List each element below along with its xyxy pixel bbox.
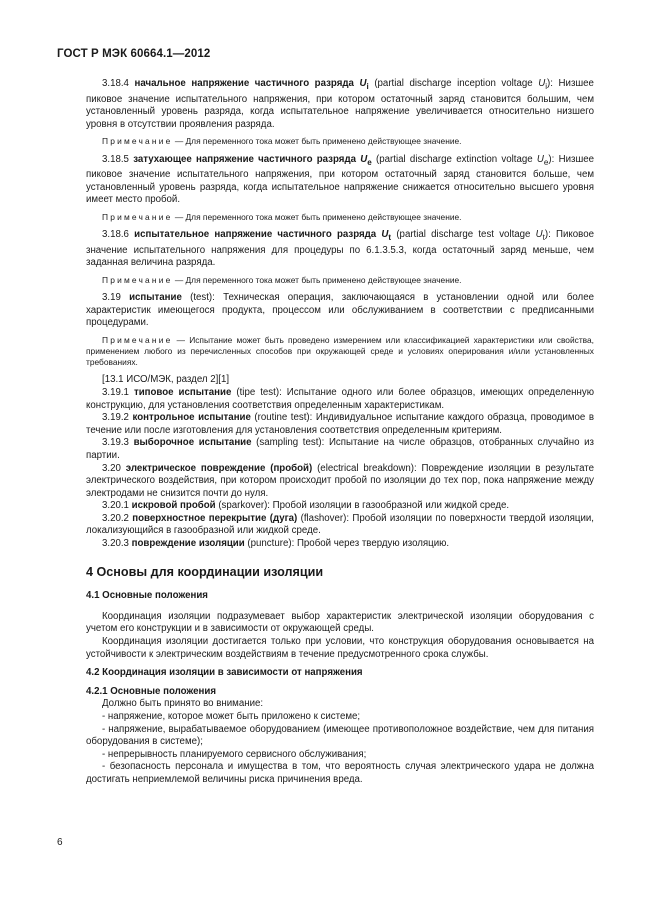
list-item: - непрерывность планируемого сервисного обслуживания; bbox=[102, 748, 367, 760]
document-header: ГОСТ Р МЭК 60664.1—2012 bbox=[57, 48, 211, 60]
clause-text: Пиковое значение испытательного напряжения для процедуры по 6.1.3.5.3, когда остаточный заряд меньше, чем заданная величина разряда. bbox=[86, 229, 594, 269]
clause-3-19-2 bbox=[86, 412, 594, 437]
clause-text: Низшее пиковое значение испытательного напряжения, при котором остаточный заряд становится больше, чем установленный уровень разряда, когда испытательное напряжение снижается относительно высшего уровня имеет место пробой. bbox=[86, 153, 595, 206]
clause-text: (puncture): Пробой через твердую изоляцию. bbox=[247, 538, 450, 550]
symbol: U bbox=[360, 153, 368, 165]
clause-term: искровой пробой bbox=[131, 500, 216, 512]
english-term: (partial discharge inception voltage bbox=[374, 78, 533, 89]
symbol-subscript: i bbox=[366, 81, 369, 91]
clause-3-20 bbox=[86, 463, 594, 501]
symbol: U bbox=[535, 229, 543, 241]
clause-number: 3.19 bbox=[102, 291, 121, 303]
list-item: - напряжение, вырабатываемое оборудованием (имеющее противоположное воздействие, чем для питания оборудования в системе); bbox=[86, 723, 594, 748]
note bbox=[86, 335, 594, 369]
clause-term: испытательное напряжение частичного разряда bbox=[134, 229, 377, 241]
clause-number: 3.20.2 bbox=[102, 512, 129, 524]
subsection-4-1-heading: 4.1 Основные положения bbox=[86, 590, 208, 602]
clause-text: (sparkover): Пробой изоляции в газообразной или жидкой среде. bbox=[218, 500, 510, 512]
clause-term: поверхностное перекрытие (дуга) bbox=[132, 512, 298, 524]
clause-3-20-3 bbox=[86, 538, 594, 551]
clause-text: (test): Техническая операция, заключающаяся в установлении одной или более характеристик имеющегося продукта, процессом или обслуживанием в соответствии с предписанными процедурами. bbox=[86, 291, 594, 329]
note bbox=[86, 212, 594, 223]
note-label: Примечание bbox=[102, 211, 173, 222]
symbol-subscript: i bbox=[545, 81, 548, 91]
subsection-4-2-heading: 4.2 Координация изоляции в зависимости от напряжения bbox=[86, 667, 363, 679]
note-text: — Испытание может быть проведено измерением или классификацией характеристики или свойства, применением любого из перечисленных способов при окружающей среде и условиях оперирования и/или установленных требованиях. bbox=[86, 334, 595, 368]
clause-term: выборочное испытание bbox=[133, 437, 252, 449]
clause-term: типовое испытание bbox=[133, 386, 232, 398]
english-term: (partial discharge extinction voltage bbox=[376, 153, 533, 165]
symbol-subscript: t bbox=[388, 232, 392, 242]
clause-number: 3.18.6 bbox=[102, 229, 129, 241]
note-text: — Для переменного тока может быть применено действующее значение. bbox=[174, 274, 462, 285]
clause-text: (sampling test): Испытание на числе образцов, отобранных случайно из партии. bbox=[86, 437, 594, 461]
symbol: U bbox=[536, 153, 544, 165]
clause-3-19-3 bbox=[86, 437, 594, 462]
note-label: Примечание bbox=[102, 136, 173, 147]
clause-text: (routine test): Индивидуальное испытание каждого образца, проводимое в течение или после изготовления для установления соответствия определенным критериям. bbox=[86, 412, 594, 436]
clause-term: электрическое повреждение (пробой) bbox=[125, 462, 313, 474]
clause-3-19-1 bbox=[86, 387, 594, 412]
symbol: U bbox=[538, 78, 546, 89]
note-text: — Для переменного тока может быть применено действующее значение. bbox=[174, 136, 462, 147]
clause-number: 3.20.1 bbox=[102, 500, 129, 512]
clause-number: 3.18.5 bbox=[102, 153, 129, 165]
page-number: 6 bbox=[57, 837, 63, 848]
punctuation: ): bbox=[548, 153, 555, 165]
clause-3-18-4 bbox=[86, 78, 594, 131]
list-item: - безопасность персонала и имущества в том, что вероятность случая электрического удара не должна достигать неприемлемой величины риска причинения вреда. bbox=[86, 761, 594, 785]
clause-text: Низшее пиковое значение испытательного напряжения, при котором остаточный заряд становится большим, чем установленный уровень разряда, когда испытательное напряжение увеличивается относительно низшего уровня в отсутствии проявления разряда. bbox=[86, 78, 594, 130]
note-text: — Для переменного тока может быть применено действующее значение. bbox=[174, 211, 462, 222]
clause-number: 3.19.2 bbox=[102, 412, 129, 424]
clause-term: затухающее напряжение частичного разряда bbox=[133, 153, 356, 165]
clause-term: повреждение изоляции bbox=[131, 538, 245, 550]
clause-text: (flashover): Пробой изоляции по поверхности твердой изоляции, локализующийся в газообразной или жидкой среде. bbox=[86, 512, 594, 537]
section-4-heading: 4 Основы для координации изоляции bbox=[86, 564, 324, 579]
clause-term: испытание bbox=[129, 291, 182, 303]
document-body bbox=[86, 78, 594, 787]
note-label: Примечание bbox=[102, 334, 173, 345]
clause-term: контрольное испытание bbox=[132, 412, 251, 424]
clause-3-20-2 bbox=[86, 513, 594, 538]
clause-term: начальное напряжение частичного разряда bbox=[134, 78, 354, 89]
note bbox=[86, 275, 594, 286]
clause-3-20-1 bbox=[86, 500, 594, 513]
note bbox=[86, 136, 594, 147]
english-term: (partial discharge test voltage bbox=[396, 229, 531, 241]
clause-text: (electrical breakdown): Повреждение изоляции в результате электрического воздействия, при котором происходит пробой по изоляции до тех пор, пока напряжение между электродами не снизится почти до нуля. bbox=[86, 462, 594, 499]
list-item: - напряжение, которое может быть приложено к системе; bbox=[102, 711, 361, 722]
clause-number: 3.19.1 bbox=[102, 386, 129, 398]
clause-number: 3.20 bbox=[102, 462, 121, 474]
symbol-subscript: e bbox=[543, 157, 549, 167]
clause-number: 3.18.4 bbox=[102, 78, 129, 89]
note-label: Примечание bbox=[102, 274, 173, 285]
punctuation: ): bbox=[547, 78, 553, 89]
symbol: U bbox=[359, 78, 367, 89]
reference: [13.1 ИСО/МЭК, раздел 2][1] bbox=[102, 374, 230, 386]
symbol: U bbox=[381, 229, 389, 241]
clause-text: (tipe test): Испытание одного или более образцов, имеющих определенную конструкцию, для установления соответствия определенным характеристикам. bbox=[86, 386, 594, 411]
clause-3-18-6 bbox=[86, 229, 594, 270]
subsection-4-2-1-heading: 4.2.1 Основные положения bbox=[86, 685, 217, 697]
symbol-subscript: t bbox=[542, 232, 545, 242]
punctuation: ): bbox=[544, 229, 551, 241]
clause-3-19 bbox=[86, 292, 594, 330]
paragraph: Должно быть принято во внимание: bbox=[102, 698, 264, 710]
symbol-subscript: e bbox=[367, 157, 372, 167]
clause-number: 3.19.3 bbox=[102, 437, 129, 449]
paragraph: Координация изоляции подразумевает выбор характеристик электрической изоляции оборудования с учетом его конструкции и в зависимости от окружающей среды. bbox=[86, 610, 594, 635]
clause-number: 3.20.3 bbox=[102, 538, 129, 550]
paragraph: Координация изоляции достигается только при условии, что конструкция оборудования основывается на устойчивости к электрическим воздействиям в течение предусмотренного срока службы. bbox=[86, 636, 594, 660]
clause-3-18-5 bbox=[86, 154, 594, 207]
